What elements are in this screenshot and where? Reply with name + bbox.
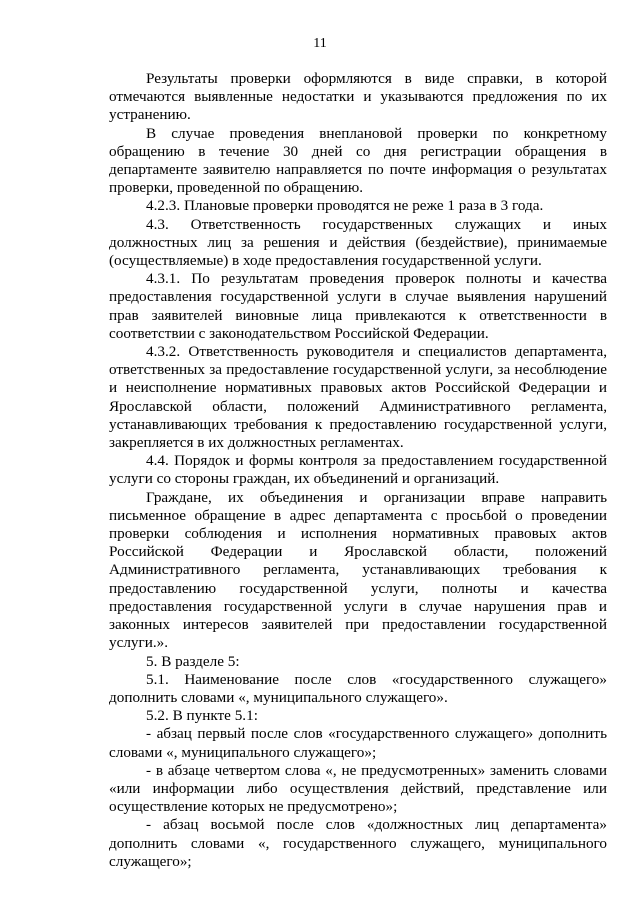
paragraph: - абзац первый после слов «государственного служащего» дополнить словами «, муниципального служащего»; [109,725,607,761]
paragraph: Граждане, их объединения и организации вправе направить письменное обращение в адрес департамента с просьбой о проведении проверки соблюдения и исполнения нормативных правовых актов Российской Федерации и Ярославской области, положений Административного регламента, устанавливающих требования к предоставлению государственной услуги, полноты и качества предоставления государственной услуги в случае нарушения прав и законных интересов заявителей при предоставлении государственной услуги.». [109,488,607,652]
paragraph: 4.3. Ответственность государственных служащих и иных должностных лиц за решения и действия (бездействие), принимаемые (осуществляемые) в ходе предоставления государственной услуги. [109,215,607,270]
paragraph: В случае проведения внеплановой проверки по конкретному обращению в течение 30 дней со дня регистрации обращения в департаменте заявителю направляется по почте информация о результатах проверки, проведенной по обращению. [109,124,607,197]
paragraph: 4.3.1. По результатам проведения проверок полноты и качества предоставления государственной услуги в случае выявления нарушений прав заявителей виновные лица привлекаются к ответственности в соответствии с законодательством Российской Федерации. [109,270,607,342]
page-number: 11 [313,36,327,51]
paragraph: - абзац восьмой после слов «должностных лиц департамента» дополнить словами «, государственного служащего, муниципального служащего»; [109,816,607,870]
document-body [109,70,607,871]
paragraph: - в абзаце четвертом слова «, не предусмотренных» заменить словами «или информации либо осуществления действий, представление или осуществление которых не предусмотрено»; [109,761,607,816]
paragraph: 5.1. Наименование после слов «государственного служащего» дополнить словами «, муниципального служащего». [109,670,607,706]
paragraph: 5.2. В пункте 5.1: [146,707,258,725]
paragraph: 4.2.3. Плановые проверки проводятся не реже 1 раза в 3 года. [146,197,544,215]
paragraph: 4.4. Порядок и формы контроля за предоставлением государственной услуги со стороны граждан, их объединений и организаций. [109,452,607,488]
paragraph: 5. В разделе 5: [146,652,240,670]
paragraph: 4.3.2. Ответственность руководителя и специалистов департамента, ответственных за предоставление государственной услуги, за несоблюдение и неисполнение нормативных правовых актов Российской Федерации и Ярославской области, положений Административного регламента, устанавливающих требования к предоставлению государственной услуги, закрепляется в их должностных регламентах. [109,343,607,452]
paragraph: Результаты проверки оформляются в виде справки, в которой отмечаются выявленные недостатки и указываются предложения по их устранению. [109,70,607,124]
